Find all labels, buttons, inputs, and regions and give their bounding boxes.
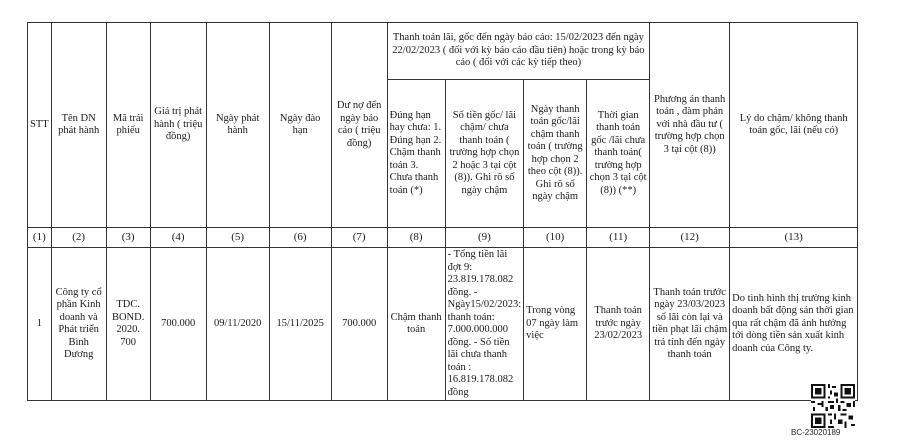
column-number: (1): [28, 228, 52, 248]
column-number: (9): [445, 228, 523, 248]
header-ten-dn: Tên DN phát hành: [51, 23, 106, 228]
qr-code-icon: [811, 384, 855, 428]
cell-thoi-gian: Thanh toán trước ngày 23/02/2023: [587, 248, 650, 401]
cell-dung-han: Chậm thanh toán: [387, 248, 445, 401]
column-number: (11): [587, 228, 650, 248]
qr-code-label: BC-23020189: [791, 428, 841, 437]
header-ngay-phat-hanh: Ngày phát hành: [206, 23, 269, 228]
header-stt: STT: [28, 23, 52, 228]
column-number: (7): [331, 228, 387, 248]
cell-ngay-thanh-toan: Trong vòng 07 ngày làm việc: [524, 248, 587, 401]
column-number: (13): [730, 228, 858, 248]
bond-report-table: [27, 22, 858, 401]
column-number: (8): [387, 228, 445, 248]
cell-ly-do: Do tình hình thị trường kinh doanh bất động sản thời gian qua rất chậm đã ảnh hưởng tới dòng tiền sản xuất kinh doanh của Công ty.: [730, 248, 858, 401]
header-gia-tri: Giá trị phát hành ( triệu đồng): [150, 23, 206, 228]
column-number: (5): [206, 228, 269, 248]
cell-ngay-phat-hanh: 09/11/2020: [206, 248, 269, 401]
header-ly-do: Lý do chậm/ không thanh toán gốc, lãi (nếu có): [730, 23, 858, 228]
cell-stt: 1: [28, 248, 52, 401]
column-number: (3): [106, 228, 150, 248]
column-number: (2): [51, 228, 106, 248]
cell-ten-dn: Công ty cổ phần Kinh doanh và Phát triển Bình Dương: [51, 248, 106, 401]
header-ma-trai-phieu: Mã trái phiếu: [106, 23, 150, 228]
header-phuong-an: Phương án thanh toán , đàm phán với nhà đầu tư ( trường hợp chọn 3 tại cột (8)): [650, 23, 730, 228]
cell-ma-trai-phieu: TDC. BOND. 2020. 700: [106, 248, 150, 401]
header-so-tien: Số tiền gốc/ lãi chậm/ chưa thanh toán ( trường hợp chọn 2 hoặc 3 tại cột (8)). Ghi rõ số ngày chậm: [445, 80, 523, 228]
column-number: (12): [650, 228, 730, 248]
header-ngay-thanh-toan: Ngày thanh toán gốc/lãi chậm thanh toán ( trường hợp chọn 2 theo cột (8)). Ghi rõ số ngày chậm: [524, 80, 587, 228]
column-number: (4): [150, 228, 206, 248]
header-ngay-dao-han: Ngày đào hạn: [269, 23, 331, 228]
header-group-title: Thanh toán lãi, gốc đến ngày báo cáo: 15/02/2023 đến ngày 22/02/2023 ( đối với kỳ báo cáo đầu tiên) hoặc trong kỳ báo cáo ( đối với các kỳ tiếp theo): [387, 23, 649, 80]
header-dung-han: Đúng hạn hay chưa: 1. Đúng hạn 2. Chậm thanh toán 3. Chưa thanh toán (*): [387, 80, 445, 228]
cell-so-tien: - Tổng tiền lãi đợt 9: 23.819.178.082 đồng. - Ngày15/02/2023: thanh toán: 7.000.000.000 đồng. - Số tiền lãi chưa thanh toán : 16.819.178.082 đồng: [445, 248, 523, 401]
cell-ngay-dao-han: 15/11/2025: [269, 248, 331, 401]
cell-gia-tri: 700.000: [150, 248, 206, 401]
header-du-no: Dư nợ đến ngày báo cáo ( triệu đồng): [331, 23, 387, 228]
column-number: (6): [269, 228, 331, 248]
column-number: (10): [524, 228, 587, 248]
cell-phuong-an: Thanh toán trước ngày 23/03/2023 số lãi còn lại và tiền phạt lãi chậm trả tính đến ngày thanh toán: [650, 248, 730, 401]
table-row: [28, 248, 858, 401]
cell-du-no: 700.000: [331, 248, 387, 401]
header-thoi-gian: Thời gian thanh toán gốc /lãi chưa thanh toán( trường hợp chọn 3 tại cột (8)) (**): [587, 80, 650, 228]
